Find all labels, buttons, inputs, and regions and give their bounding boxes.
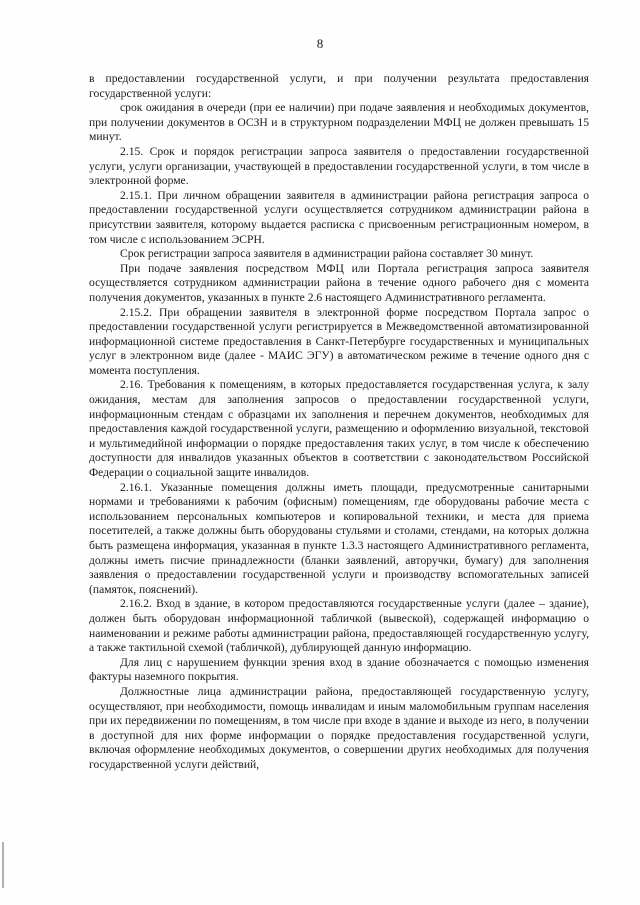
paragraph: 2.15. Срок и порядок регистрации запроса заявителя о предоставлении государственной услуги, услуги организации, участвующей в предоставлении государственной услуги, в том числе в электронной форме. [89, 144, 589, 188]
paragraph: в предоставлении государственной услуги, и при получении результата предоставления государственной услуги: [89, 72, 589, 100]
paragraph: 2.16.1. Указанные помещения должны иметь площади, предусмотренные санитарными нормами и требованиями к рабочим (офисным) помещениям, где оборудованы рабочие места с использованием персональных компьютеров и копировальной техники, и места для приема посетителей, а также должны быть оборудованы стульями и столами, стендами, на которых должна быть размещена информация, указанная в пункте 1.3.3 настоящего Административного регламента, должны иметь писчие принадлежности (бланки заявлений, авторучки, бумагу) для заполнения заявления о предоставлении государственной услуги и производству вспомогательных записей (памяток, пояснений). [89, 480, 589, 596]
scan-edge-mark [2, 842, 4, 888]
paragraph: срок ожидания в очереди (при ее наличии) при подаче заявления и необходимых документов, при получении документов в ОСЗН и в структурном подразделении МФЦ не должен превышать 15 минут. [89, 101, 589, 144]
paragraph: При подаче заявления посредством МФЦ или Портала регистрация запроса заявителя осуществляется сотрудником администрации района в течение одного рабочего дня с момента получения документов, указанных в пункте 2.6 настоящего Административного регламента. [89, 261, 589, 304]
paragraph: 2.15.1. При личном обращении заявителя в администрации района регистрация запроса о предоставлении государственной услуги осуществляется сотрудником администрации района в присутствии заявителя, которому выдается расписка с присвоенным регистрационным номером, в том числе с использованием ЭСРН. [89, 188, 589, 246]
document-body [89, 72, 589, 773]
paragraph: 2.16.2. Вход в здание, в котором предоставляются государственные услуги (далее – здание), должен быть оборудован информационной табличкой (вывеской), содержащей информацию о наименовании и режиме работы администрации района, предоставляющей государственную услугу, а также тактильной схемой (табличкой), дублирующей данную информацию. [89, 597, 589, 655]
paragraph: 2.16. Требования к помещениям, в которых предоставляется государственная услуга, к залу ожидания, местам для заполнения запросов о предоставлении государственной услуги, информационным стендам с образцами их заполнения и перечнем документов, необходимых для предоставления каждой государственной услуги, размещению и оформлению визуальной, текстовой и мультимедийной информации о порядке предоставления таких услуг, в том числе к обеспечению доступности для инвалидов указанных объектов в соответствии с законодательством Российской Федерации о социальной защите инвалидов. [89, 378, 589, 480]
paragraph: Должностные лица администрации района, предоставляющей государственную услугу, осуществляют, при необходимости, помощь инвалидам и иным маломобильным группам населения при их передвижении по помещениям, в том числе при входе в здание и выходе из него, в получении в доступной для них форме информации о порядке предоставления государственной услуги, включая оформление необходимых документов, о совершении других необходимых для получения государственной услуги действий, [89, 684, 589, 771]
paragraph: 2.15.2. При обращении заявителя в электронной форме посредством Портала запрос о предоставлении государственной услуги регистрируется в Межведомственной автоматизированной информационной системе предоставления в Санкт-Петербурге государственных и муниципальных услуг в электронном виде (далее - МАИС ЭГУ) в автоматическом режиме в течение одного дня с момента поступления. [89, 305, 589, 377]
page-number: 8 [316, 36, 324, 51]
paragraph: Для лиц с нарушением функции зрения вход в здание обозначается с помощью изменения фактуры наземного покрытия. [89, 655, 589, 684]
paragraph: Срок регистрации запроса заявителя в администрации района составляет 30 минут. [120, 247, 534, 261]
